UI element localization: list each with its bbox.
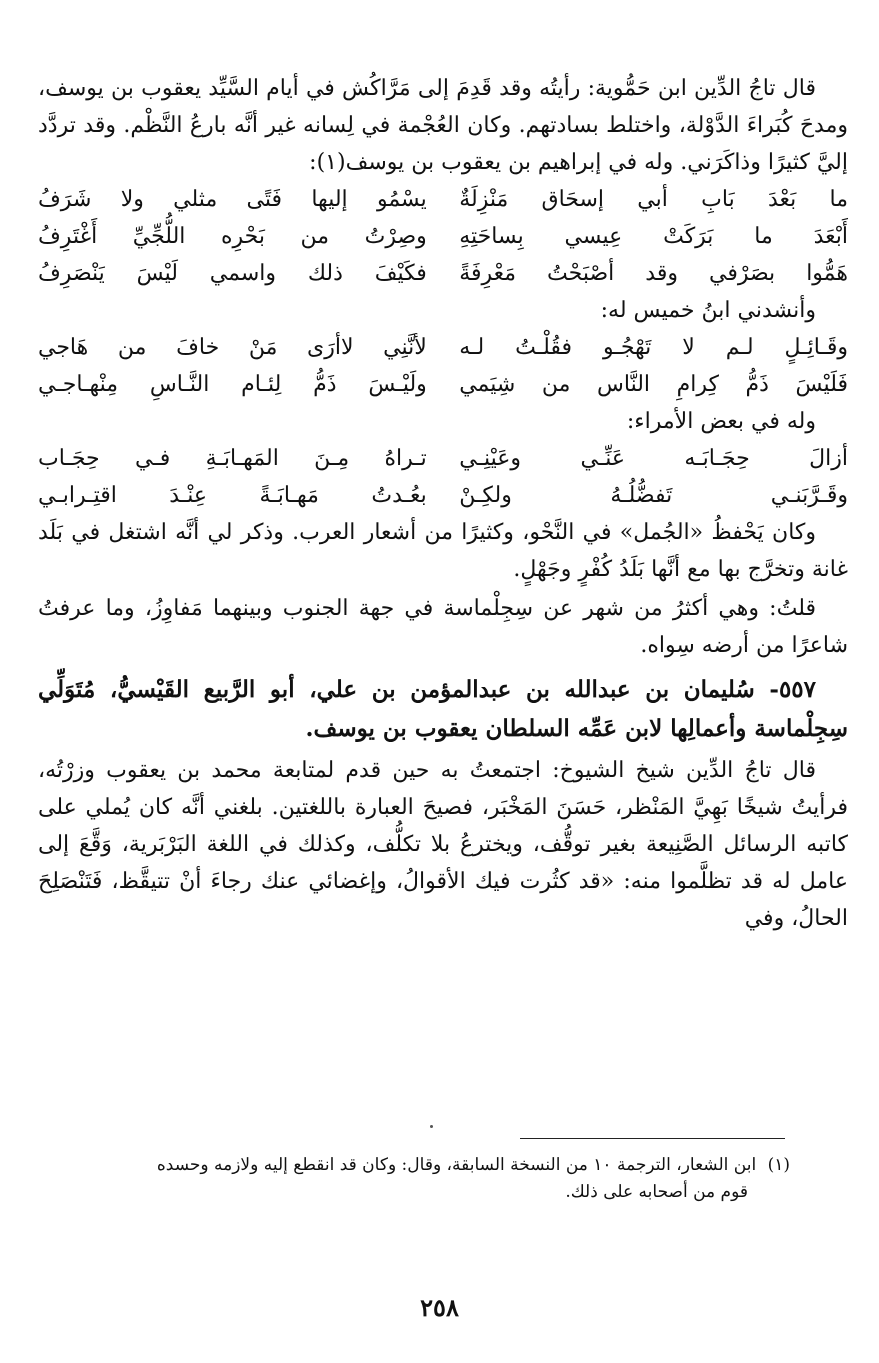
footnotes (42, 1152, 790, 1206)
page-body (38, 70, 848, 937)
verse-hemistich: لأنَّنِي لاأرَى مَنْ خافَ من هَاجي (38, 335, 427, 360)
footnote-number: (١) (767, 1155, 790, 1175)
paragraph-qultu: قلتُ: وهي أكثرُ من شهر عن سِجِلْماسة في جهة الجنوب وبينهما مَفاوِزُ، وما عرفتُ شاعرًا من أرضه سِواه. (38, 596, 848, 658)
verse-hemistich: يسْمُو إليها فَتًى مثلي ولا شَرَفُ (38, 187, 427, 212)
verse-hemistich: وقَـائِـلٍ لـم لا تَهْجُـو فقُلْـتُ لـه (459, 335, 848, 360)
verse-hemistich: بعُـدتُ مَهـابَـةً عِنْـدَ اقتِـرابـي (38, 483, 427, 508)
verse-hemistich: فكَيْفَ ذلك واسمي لَيْسَ يَنْصَرِفُ (38, 261, 427, 286)
intro-paragraph: قال تاجُ الدِّين ابن حَمُّوية: رأيتُه وقد قَدِمَ إلى مَرَّاكُش في أيام السَّيِّد يعقوب بن يوسف، ومدحَ كُبَراءَ الدَّوْلة، واختلط بسادتهم. وكان العُجْمة في لِسانه غير أنَّه بارعُ النَّظْم. وقد تردَّد إليَّ كثيرًا وذاكَرَني. وله في إبراهيم بن يعقوب بن يوسف(١): (38, 76, 848, 175)
verse-hemistich: أزالَ حِجَـابَـه عَنِّـي وعَيْنِـي (459, 446, 848, 471)
verse-line (38, 181, 848, 218)
footnote-separator (520, 1138, 785, 1139)
poem-2-intro: وأنشدني ابنُ خميس له: (600, 298, 816, 323)
paragraph-shuyukh: قال تاجُ الدِّين شيخ الشيوخ: اجتمعتُ به حين قدم لمتابعة محمد بن يعقوب وزرْتُه، فرأيتُ شيخًا بَهِيَّ المَنْظر، حَسَنَ المَخْبَر، فصيحَ العبارة باللغتين. بلغني أنَّه كان يُملي على كاتبه الرسائل الصَّنِيعة بغير توقُّف، ويخترعُ بلا تكلُّف، وكذلك في اللغة البَرْبَرية، وَقَّعَ إلى عامل له قد تظلَّموا منه: «قد كثُرت فيك الأقوالُ، وإغضائي عنك رجاءَ أنْ تتيقَّظ، فَتَنْصَلِحَ الحالُ، وفي (38, 758, 848, 931)
poem-1 (38, 181, 848, 292)
verse-hemistich: ما بَعْدَ بَابِ أبي إسحَاق مَنْزِلَةٌ (459, 187, 848, 212)
verse-line (38, 218, 848, 255)
paragraph-jumal: وكان يَحْفظُ «الجُمل» في النَّحْو، وكثيرًا من أشعار العرب. وذكر لي أنَّه اشتغل في بَلَد غانة وتخرَّج بها مع أنَّها بَلَدُ كُفْرٍ وجَهْلٍ. (38, 520, 848, 582)
page-mark (430, 1125, 433, 1128)
verse-hemistich: أَبْعَدَ ما بَرَكَتْ عِيسي بِساحَتِهِ (459, 224, 848, 249)
verse-hemistich: وقَـرَّبَنـي تَفضُّلُـهُ ولكِـنْ (459, 483, 848, 508)
verse-line (38, 366, 848, 403)
verse-line (38, 477, 848, 514)
verse-line (38, 329, 848, 366)
verse-hemistich: تـراهُ مِـنَ المَهـابَـةِ فـي حِجَـاب (38, 446, 427, 471)
verse-line (38, 255, 848, 292)
verse-line (38, 440, 848, 477)
poem-2 (38, 329, 848, 403)
verse-hemistich: ولَيْـسَ ذَمُّ لِئـام النَّـاسِ مِنْهـاجـي (38, 372, 427, 397)
footnote-text: ابن الشعار، الترجمة ١٠ من النسخة السابقة، وقال: وكان قد انقطع إليه ولازمه وحسده (156, 1155, 757, 1175)
footnote-text-continued: قوم من أصحابه على ذلك. (565, 1182, 748, 1202)
biography-heading: ٥٥٧- سُليمان بن عبدالله بن عبدالمؤمن بن علي، أبو الرَّبيع القَيْسيُّ، مُتَوَلِّي سِجِلْماسة وأعمالِها لابن عَمِّه السلطان يعقوب بن يوسف. (38, 676, 848, 742)
verse-hemistich: هَمُّوا بصَرْفي وقد أصْبَحْتُ مَعْرِفَةً (459, 261, 848, 286)
poem-3-intro: وله في بعض الأمراء: (626, 409, 816, 434)
poem-3 (38, 440, 848, 514)
verse-hemistich: وصِرْتُ من بَحْرِه اللُّجِّيِّ أَغْتَرِفُ (38, 224, 427, 249)
footnote-1 (42, 1152, 790, 1179)
page-number: ٢٥٨ (420, 1293, 459, 1322)
verse-hemistich: فَلَيْسَ ذَمُّ كِرامِ النَّاس من شِيَمي (459, 372, 848, 397)
